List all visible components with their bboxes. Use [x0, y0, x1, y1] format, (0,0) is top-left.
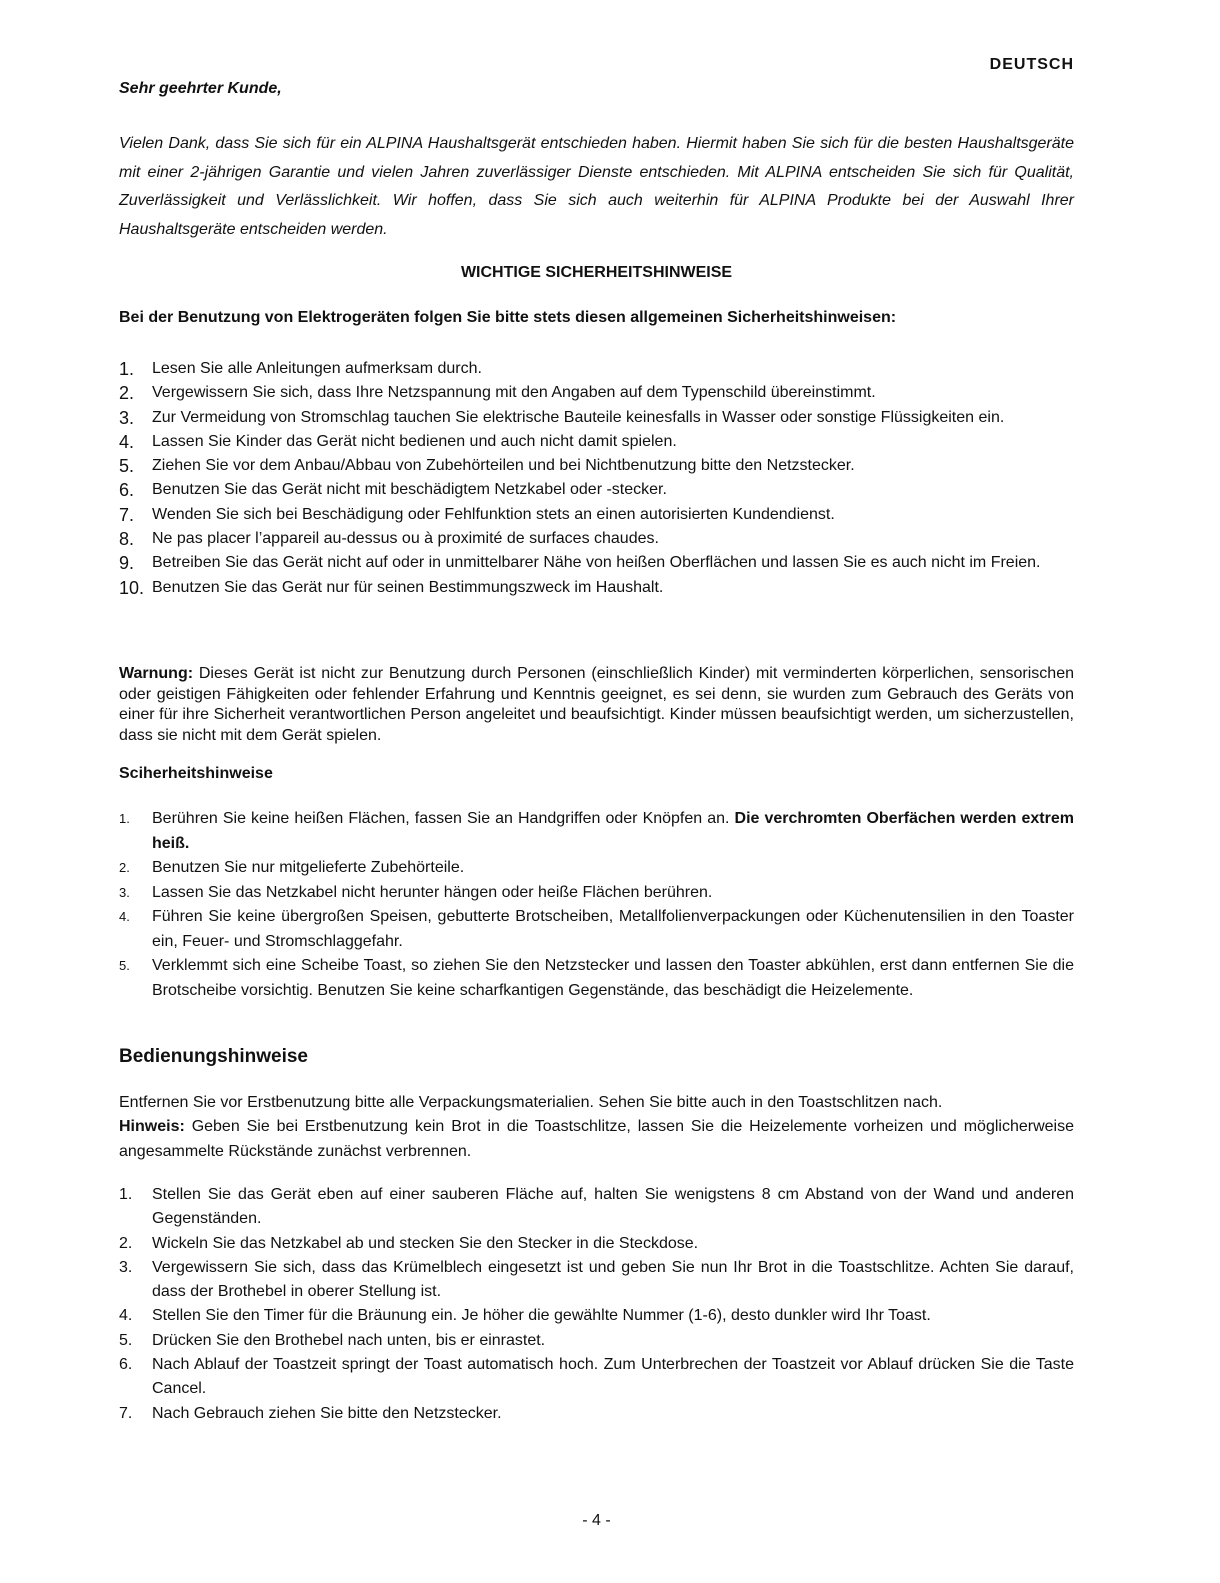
warning-label: Warnung: — [119, 665, 194, 682]
item-number: 4. — [119, 909, 130, 924]
note-text: Geben Sie bei Erstbenutzung kein Brot in die Toastschlitze, lassen Sie die Heizelemente vorheizen und möglicherweise angesammelte Rückstände zunächst verbrennen. — [119, 1118, 1074, 1160]
list-item — [119, 478, 1074, 502]
item-text: Benutzen Sie das Gerät nicht mit beschädigtem Netzkabel oder -stecker. — [152, 481, 667, 499]
item-text: Lassen Sie Kinder das Gerät nicht bedienen und auch nicht damit spielen. — [152, 432, 677, 450]
item-number: 6. — [119, 1356, 133, 1374]
item-text: Ne pas placer l’appareil au-dessus ou à proximité de surfaces chaudes. — [152, 530, 659, 548]
item-number: 5. — [119, 958, 130, 973]
page-number: - 4 - — [582, 1512, 611, 1529]
list-item — [119, 551, 1074, 575]
list-item — [119, 1353, 1074, 1402]
item-text: Vergewissern Sie sich, dass das Krümelblech eingesetzt ist und geben Sie nun Ihr Brot in die Toastschlitze. Achten Sie darauf, dass der Brothebel in oberer Stellung ist. — [152, 1258, 1074, 1301]
item-number: 7. — [119, 504, 135, 525]
list-item — [119, 881, 1074, 906]
item-number: 2. — [119, 860, 130, 875]
item-number: 10. — [119, 577, 145, 598]
list-item — [119, 430, 1074, 454]
item-number: 4. — [119, 1307, 133, 1325]
item-text: Verklemmt sich eine Scheibe Toast, so ziehen Sie den Netzstecker und lassen den Toaster abkühlen, erst dann entfernen Sie die Brotscheibe vorsichtig. Benutzen Sie keine scharfkantigen Gegenstände, das beschädigt die Heizelemente. — [152, 957, 1074, 999]
item-number: 1. — [119, 811, 130, 826]
item-number: 5. — [119, 1331, 133, 1349]
item-number: 1. — [119, 359, 135, 379]
item-text: Stellen Sie den Timer für die Bräunung ein. Je höher die gewählte Nummer (1-6), desto dunkler wird Ihr Toast. — [152, 1307, 931, 1325]
safety2-list — [119, 807, 1074, 1003]
safety-list — [119, 357, 1074, 600]
list-item — [119, 856, 1074, 881]
item-text: Berühren Sie keine heißen Flächen, fassen Sie an Handgriffen oder Knöpfen an. — [152, 810, 735, 827]
item-text: Wickeln Sie das Netzkabel ab und stecken Sie den Stecker in die Steckdose. — [152, 1234, 699, 1252]
operation-intro: Entfernen Sie vor Erstbenutzung bitte alle Verpackungsmaterialien. Sehen Sie bitte auch in den Toastschlitzen nach. — [119, 1094, 943, 1111]
item-number: 5. — [119, 456, 135, 477]
item-number: 4. — [119, 431, 135, 452]
document-page — [119, 0, 1074, 1583]
item-number: 3. — [119, 407, 135, 428]
list-item — [119, 1232, 1074, 1256]
item-number: 3. — [119, 884, 130, 900]
list-item — [119, 807, 1074, 856]
item-number: 3. — [119, 1258, 133, 1276]
list-item — [119, 381, 1074, 405]
list-item — [119, 406, 1089, 430]
item-text: Benutzen Sie nur mitgelieferte Zubehörteile. — [152, 859, 465, 876]
list-item — [119, 1256, 1074, 1305]
item-text: Betreiben Sie das Gerät nicht auf oder in unmittelbarer Nähe von heißen Oberflächen und lassen Sie es auch nicht im Freien. — [152, 554, 1041, 572]
item-number: 2. — [119, 1234, 133, 1252]
item-text: Wenden Sie sich bei Beschädigung oder Fehlfunktion stets an einen autorisierten Kundendienst. — [152, 505, 835, 523]
item-text: Benutzen Sie das Gerät nur für seinen Bestimmungszweck im Haushalt. — [152, 578, 664, 596]
item-number: 9. — [119, 553, 135, 574]
item-text: Nach Ablauf der Toastzeit springt der Toast automatisch hoch. Zum Unterbrechen der Toastzeit vor Ablauf drücken Sie die Taste Cancel. — [152, 1356, 1074, 1398]
language-label: DEUTSCH — [989, 56, 1074, 73]
list-item — [119, 503, 1074, 527]
list-item — [119, 527, 1074, 551]
item-number: 6. — [119, 480, 135, 501]
list-item — [119, 954, 1074, 1003]
warning-text: Dieses Gerät ist nicht zur Benutzung durch Personen (einschließlich Kinder) mit verminderten körperlichen, sensorischen oder geistigen Fähigkeiten oder fehlender Erfahrung und Kenntnis geeignet, es sei denn, sie wurden zum Gebrauch des Geräts von einer für ihre Sicherheit verantwortlichen Person angeleitet und beaufsichtigt. Kinder müssen beaufsichtigt werden, um sicherzustellen, dass sie nicht mit dem Gerät spielen. — [119, 665, 1074, 744]
safety-lead: Bei der Benutzung von Elektrogeräten folgen Sie bitte stets diesen allgemeinen Sicherheitshinweisen: — [119, 309, 897, 326]
note-label: Hinweis: — [119, 1118, 185, 1136]
list-item — [119, 576, 1074, 600]
item-text: Zur Vermeidung von Stromschlag tauchen Sie elektrische Bauteile keinesfalls in Wasser oder sonstige Flüssigkeiten ein. — [152, 408, 1005, 426]
list-item — [119, 1329, 1074, 1353]
operation-list — [119, 1183, 1074, 1426]
list-item — [119, 454, 1074, 478]
greeting: Sehr geehrter Kunde, — [119, 80, 282, 97]
item-text: Stellen Sie das Gerät eben auf einer sauberen Fläche auf, halten Sie wenigstens 8 cm Abstand von der Wand und anderen Gegenständen. — [152, 1186, 1074, 1228]
item-number: 7. — [119, 1404, 133, 1422]
safety2-title: Sciherheitshinweise — [119, 765, 273, 782]
safety-title: WICHTIGE SICHERHEITSHINWEISE — [460, 264, 733, 281]
item-bold-text: Die verchromten Oberfächen werden extrem heiß. — [152, 810, 1074, 852]
operation-paragraph — [119, 1091, 1074, 1164]
item-text: Drücken Sie den Brothebel nach unten, bis er einrastet. — [152, 1331, 546, 1349]
intro-paragraph: Vielen Dank, dass Sie sich für ein ALPINA Haushaltsgerät entschieden haben. Hiermit haben Sie sich für die besten Haushaltsgeräte mit einer 2-jährigen Garantie und vielen Jahren zuverlässiger Dienste entschieden. Mit ALPINA entscheiden Sie sich für Qualität, Zuverlässigkeit und Verlässlichkeit. Wir hoffen, dass Sie sich auch weiterhin für ALPINA Produkte bei der Auswahl Ihrer Haushaltsgeräte entscheiden werden. — [119, 135, 1074, 238]
list-item — [119, 357, 1074, 381]
list-item — [119, 905, 1074, 954]
item-text: Ziehen Sie vor dem Anbau/Abbau von Zubehörteilen und bei Nichtbenutzung bitte den Netzstecker. — [152, 457, 855, 475]
list-item — [119, 1304, 1074, 1328]
item-text: Lesen Sie alle Anleitungen aufmerksam durch. — [152, 360, 482, 377]
item-text: Führen Sie keine übergroßen Speisen, gebutterte Brotscheiben, Metallfolienverpackungen oder Küchenutensilien in den Toaster ein, Feuer- und Stromschlaggefahr. — [152, 908, 1074, 950]
item-text: Vergewissern Sie sich, dass Ihre Netzspannung mit den Angaben auf dem Typenschild übereinstimmt. — [152, 384, 876, 402]
item-number: 2. — [119, 383, 135, 404]
operation-title: Bedienungshinweise — [119, 1046, 308, 1067]
warning-paragraph — [119, 664, 1074, 746]
list-item — [119, 1183, 1074, 1232]
item-number: 8. — [119, 529, 135, 550]
item-text: Lassen Sie das Netzkabel nicht herunter hängen oder heiße Flächen berühren. — [152, 883, 713, 901]
item-number: 1. — [119, 1186, 133, 1203]
item-text: Nach Gebrauch ziehen Sie bitte den Netzstecker. — [152, 1404, 502, 1422]
list-item — [119, 1402, 1074, 1426]
